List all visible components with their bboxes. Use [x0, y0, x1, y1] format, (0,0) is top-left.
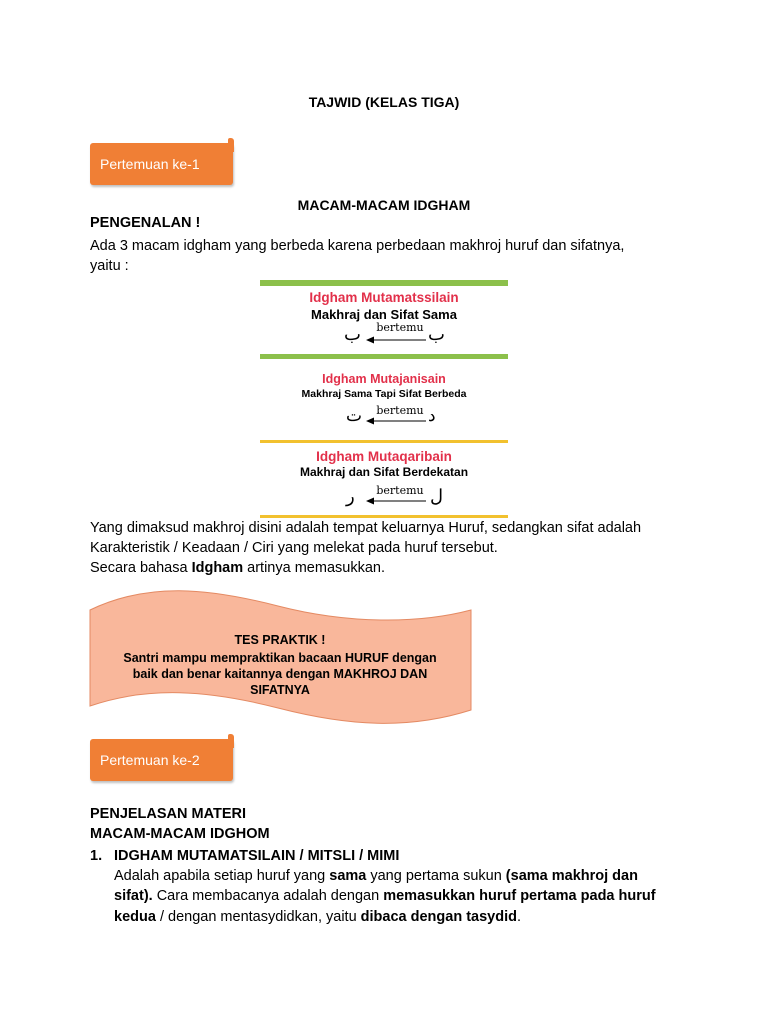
banner-line-4: SIFATNYA — [250, 683, 310, 697]
card-2-letter-right: د — [428, 406, 436, 426]
item-1-number: 1. — [90, 848, 103, 864]
card-1-top-border — [260, 280, 508, 286]
intro-line-1: Ada 3 macam idgham yang berbeda karena perbedaan makhroj huruf dan sifatnya, — [90, 238, 625, 254]
card-2-subtitle: Makhraj Sama Tapi Sifat Berbeda — [301, 388, 467, 400]
intro-heading: PENGENALAN ! — [90, 215, 201, 231]
card-2-bottom-border — [260, 440, 508, 443]
card-3-letter-left: ر — [346, 486, 355, 507]
card-2-word: bertemu — [376, 404, 424, 417]
card-3-word: bertemu — [376, 484, 424, 497]
intro-line-2: yaitu : — [90, 258, 129, 274]
idghom-heading: MACAM-MACAM IDGHOM — [90, 826, 270, 842]
meeting-1-badge — [90, 143, 233, 185]
card-2-arrow-icon — [366, 416, 428, 426]
card-2-title: Idgham Mutajanisain — [322, 372, 446, 386]
banner-line-3: baik dan benar kaitannya dengan MAKHROJ DAN — [132, 667, 428, 681]
card-1-arrow-icon — [366, 335, 428, 345]
card-1-subtitle: Makhraj dan Sifat Sama — [311, 307, 457, 322]
meeting-1-label: Pertemuan ke-1 — [100, 156, 200, 172]
idgham-term: Idgham — [191, 560, 244, 576]
section-title: MACAM-MACAM IDGHAM — [297, 197, 471, 213]
banner-line-1: TES PRAKTIK ! — [234, 633, 326, 647]
card-1-bottom-border — [260, 354, 508, 359]
badge-tab-decoration — [228, 734, 234, 748]
card-3-subtitle: Makhraj dan Sifat Berdekatan — [299, 465, 469, 479]
paragraph-line-2: Karakteristik / Keadaan / Ciri yang melekat pada huruf tersebut. — [90, 540, 498, 556]
card-3-arrow-icon — [366, 496, 428, 506]
card-2-letter-left: ت — [346, 406, 363, 426]
banner-line-2: Santri mampu mempraktikan bacaan HURUF dengan — [123, 651, 437, 665]
item-1-line-2: sifat). Cara membacanya adalah dengan memasukkan huruf pertama pada huruf — [114, 888, 656, 904]
meeting-2-label: Pertemuan ke-2 — [100, 752, 200, 768]
item-1-title: IDGHAM MUTAMATSILAIN / MITSLI / MIMI — [114, 848, 400, 864]
card-1-title: Idgham Mutamatssilain — [309, 290, 459, 305]
card-1-letter-right: ب — [428, 324, 445, 345]
badge-tab-decoration — [228, 138, 234, 152]
paragraph-line-3: Secara bahasa Idgham artinya memasukkan. — [90, 560, 385, 576]
card-3-title: Idgham Mutaqaribain — [316, 449, 452, 464]
document-title: TAJWID (KELAS TIGA) — [308, 94, 460, 110]
card-3-letter-right: ل — [430, 486, 444, 507]
item-1-line-3: kedua / dengan mentasydidkan, yaitu dibaca dengan tasydid. — [114, 909, 522, 925]
card-1-word: bertemu — [376, 321, 424, 334]
meeting-2-badge — [90, 739, 233, 781]
item-1-line-1: Adalah apabila setiap huruf yang sama yang pertama sukun (sama makhroj dan — [114, 868, 638, 884]
paragraph-line-1: Yang dimaksud makhroj disini adalah tempat keluarnya Huruf, sedangkan sifat adalah — [90, 520, 642, 536]
idgham-infographic — [260, 280, 508, 518]
card-1-letter-left: ب — [344, 324, 361, 345]
materi-heading: PENJELASAN MATERI — [90, 806, 247, 822]
